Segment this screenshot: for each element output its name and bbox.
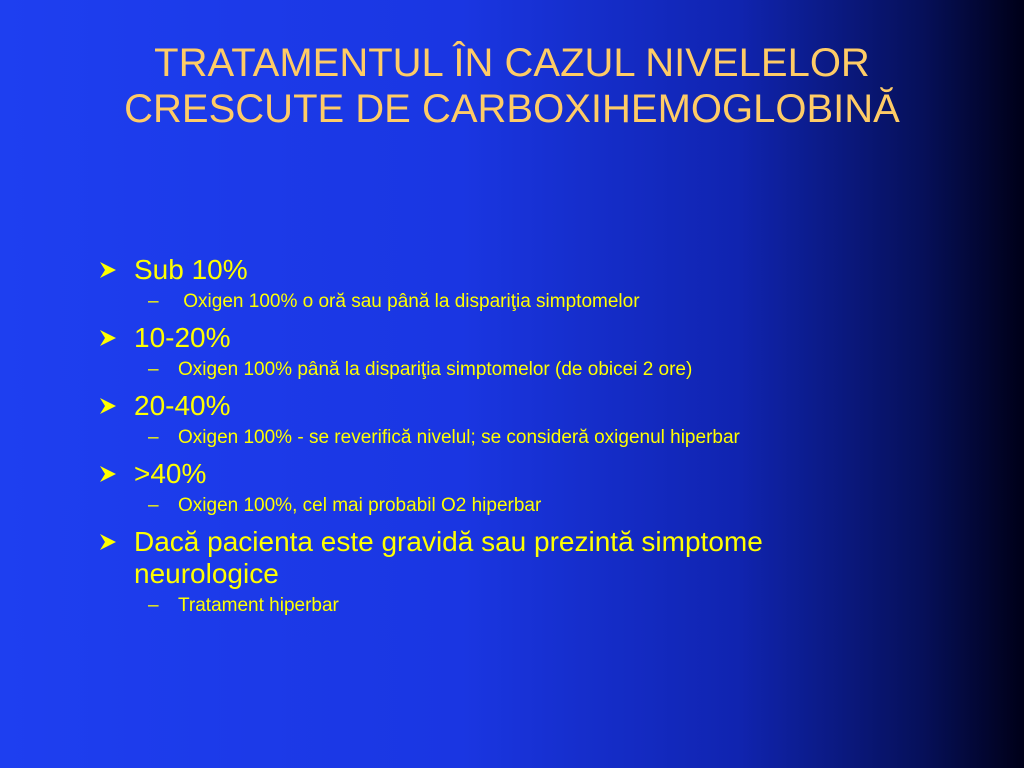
sub-bullet-text: Tratament hiperbar [178, 595, 339, 616]
bullet-label: Sub 10% [134, 254, 248, 285]
slide-title-line-2: CRESCUTE DE CARBOXIHEMOGLOBINĂ [124, 87, 900, 131]
sub-bullet-text: Oxigen 100% - se reverifică nivelul; se consideră oxigenul hiperbar [178, 427, 740, 448]
sub-bullet-item [148, 358, 978, 382]
sub-bullet-item [148, 594, 978, 618]
sub-bullet-text: Oxigen 100%, cel mai probabil O2 hiperbar [178, 495, 542, 516]
bullet-item [98, 458, 978, 490]
arrowhead-bullet-icon [98, 526, 134, 558]
bullet-item [98, 390, 978, 422]
dash-marker: – [148, 291, 159, 312]
slide-title-line-1: TRATAMENTUL ÎN CAZUL NIVELELOR [154, 41, 870, 85]
sub-bullet-item [148, 494, 978, 518]
bullet-label: Dacă pacienta este gravidă sau prezintă simptome neurologice [134, 526, 763, 589]
sub-bullet-text: Oxigen 100% o oră sau până la dispariţia simptomelor [178, 291, 640, 312]
dash-marker: – [148, 595, 159, 616]
sub-bullet-text: Oxigen 100% până la dispariţia simptomelor (de obicei 2 ore) [178, 359, 693, 380]
bullet-item [98, 322, 978, 354]
slide-title [0, 40, 1024, 132]
arrowhead-bullet-icon [98, 458, 134, 490]
bullet-label: >40% [134, 458, 207, 489]
arrowhead-bullet-icon [98, 390, 134, 422]
bullet-label: 10-20% [134, 322, 231, 353]
bullet-label: 20-40% [134, 390, 231, 421]
arrowhead-bullet-icon [98, 322, 134, 354]
dash-marker: – [148, 359, 159, 380]
dash-marker: – [148, 495, 159, 516]
bullet-item [98, 254, 978, 286]
dash-marker: – [148, 427, 159, 448]
bullet-item [98, 526, 978, 590]
bullet-list [98, 254, 978, 626]
sub-bullet-item [148, 290, 978, 314]
sub-bullet-item [148, 426, 978, 450]
arrowhead-bullet-icon [98, 254, 134, 286]
